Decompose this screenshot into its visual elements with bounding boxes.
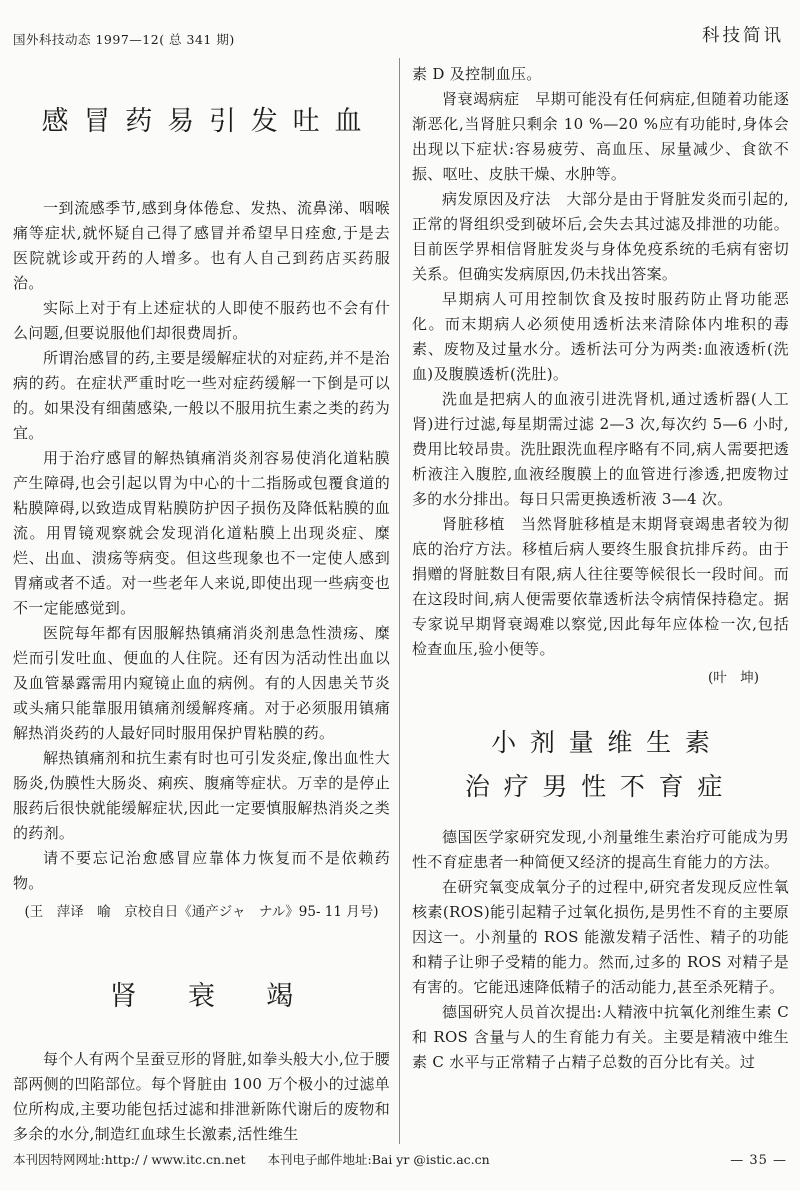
footer-website: 本刊因特网网址:http:/ / www.itc.cn.net: [13, 1152, 246, 1167]
paragraph: 所谓治感冒的药,主要是缓解症状的对症药,并不是治病的药。在症状严重时吃一些对症药缓解一下倒是可以的。如果没有细菌感染,一般以不服用抗生素之类的药为宜。: [13, 349, 390, 442]
attribution: (叶 坤): [707, 670, 759, 686]
paragraph: 德国研究人员首次提出:人精液中抗氧化剂维生素 C 和 ROS 含量与人的生育能力有关。主要是精液中维生素 C 水平与正常精子占精子总数的百分比有关。过: [412, 1003, 789, 1071]
paragraph: 请不要忘记治愈感冒应靠体力恢复而不是依赖药物。: [13, 849, 390, 892]
title-line-2: 治疗男性不育症: [464, 772, 737, 801]
left-column: [13, 58, 390, 1146]
paragraph: 用于治疗感冒的解热镇痛消炎剂容易使消化道粘膜产生障碍,也会引起以胃为中心的十二指肠或包覆食道的粘膜障碍,以致造成胃粘膜防护因子损伤及降低粘膜的血流。用胃镜观察就会发现消化道粘膜上出现炎症、糜烂、出血、溃疡等病变。但这些现象也不一定使人感到胃痛或者不适。对一些老年人来说,即使出现一些病变也不一定能感觉到。: [13, 449, 390, 617]
footer-contact: [13, 1150, 490, 1168]
paragraph: 一到流感季节,感到身体倦怠、发热、流鼻涕、咽喉痛等症状,就怀疑自己得了感冒并希望早日痊愈,于是去医院就诊或开药的人增多。也有人自己到药店买药服治。: [13, 199, 390, 292]
paragraph: 病发原因及疗法 大部分是由于肾脏发炎而引起的,正常的肾组织受到破坏后,会失去其过滤及排泄的功能。目前医学界相信肾脏发炎与身体免疫系统的毛病有密切关系。但确实发病原因,仍未找出答案。: [412, 190, 789, 283]
right-column: [412, 62, 789, 1150]
paragraph: 在研究氧变成氧分子的过程中,研究者发现反应性氧核素(ROS)能引起精子过氧化损伤,是男性不育的主要原因这一。小剂量的 ROS 能激发精子活性、精子的功能和精子让卵子受精的能力。然而,过多的 ROS 对精子是有害的。它能迅速降低精子的活动能力,甚至杀死精子。: [412, 878, 789, 996]
page-number: — 35 —: [730, 1153, 787, 1168]
paragraph-continuation: 素 D 及控制血压。: [412, 65, 542, 83]
article-title: [412, 721, 789, 809]
paragraph: 早期病人可用控制饮食及按时服药防止肾功能恶化。而末期病人必须使用透析法来清除体内堆积的毒素、废物及过量水分。透析法可分为两类:血液透析(洗血)及腹膜透析(洗肚)。: [412, 290, 789, 383]
title-line-1: 小剂量维生素: [491, 728, 724, 757]
page-footer: [13, 1150, 787, 1168]
article-title: 肾衰竭: [109, 981, 345, 1012]
article-title: 感冒药易引发吐血: [41, 106, 377, 137]
paragraph: 洗血是把病人的血液引进洗肾机,通过透析器(人工肾)进行过滤,每星期需过滤 2—3 次,每次约 5—6 小时,费用比较昂贵。洗肚跟洗血程序略有不同,病人需要把透析液注入腹腔,血液经腹膜上的血管进行渗透,把废物过多的水分排出。每日只需更换透析液 3—4 次。: [412, 390, 789, 508]
paragraph: 医院每年都有因服解热镇痛消炎剂患急性溃疡、糜烂而引发吐血、便血的人住院。还有因为活动性出血以及血管暴露需用内窥镜止血的病例。有的人因患关节炎或头痛只能靠服用镇痛剂缓解疼痛。对于必须服用镇痛解热消炎药的人最好同时服用保护胃粘膜的药。: [13, 624, 390, 742]
footer-email: 本刊电子邮件地址:Bai yr @istic.ac.cn: [267, 1152, 490, 1167]
attribution: (王 萍译 喻 京校自日《通产ジャ ナル》95- 11 月号): [24, 904, 379, 920]
paragraph: 肾脏移植 当然肾脏移植是末期肾衰竭患者较为彻底的治疗方法。移植后病人要终生服食抗排斥药。由于捐赠的肾脏数目有限,病人往往要等候很长一段时间。而在这段时间,病人便需要依靠透析法令病情保持稳定。据专家说早期肾衰竭难以察觉,因此每年应体检一次,包括检查血压,验小便等。: [412, 515, 789, 658]
journal-info: 国外科技动态 1997—12( 总 341 期): [13, 32, 235, 47]
paragraph: 实际上对于有上述症状的人即使不服药也不会有什么问题,但要说服他们却很费周折。: [13, 299, 390, 342]
column-divider: [399, 58, 400, 1144]
paragraph: 德国医学家研究发现,小剂量维生素治疗可能成为男性不育症患者一种简便又经济的提高生育能力的方法。: [412, 828, 789, 871]
section-title: 科技简讯: [702, 26, 784, 46]
paragraph: 解热镇痛剂和抗生素有时也可引发炎症,像出血性大肠炎,伪膜性大肠炎、痢疾、腹痛等症状。万幸的是停止服药后很快就能缓解症状,因此一定要慎服解热消炎之类的药剂。: [13, 749, 390, 842]
paragraph: 每个人有两个呈蚕豆形的肾脏,如拳头般大小,位于腰部两侧的凹陷部位。每个肾脏由 100 万个极小的过滤单位所构成,主要功能包括过滤和排泄新陈代谢后的废物和多余的水分,制造红血球生长激素,活性维生: [13, 1050, 390, 1143]
paragraph: 肾衰竭病症 早期可能没有任何病症,但随着功能逐渐恶化,当肾脏只剩余 10 %—20 %应有功能时,身体会出现以下症状:容易疲劳、高血压、尿量减少、食欲不振、呕吐、皮肤干燥、水肿等。: [412, 90, 789, 183]
